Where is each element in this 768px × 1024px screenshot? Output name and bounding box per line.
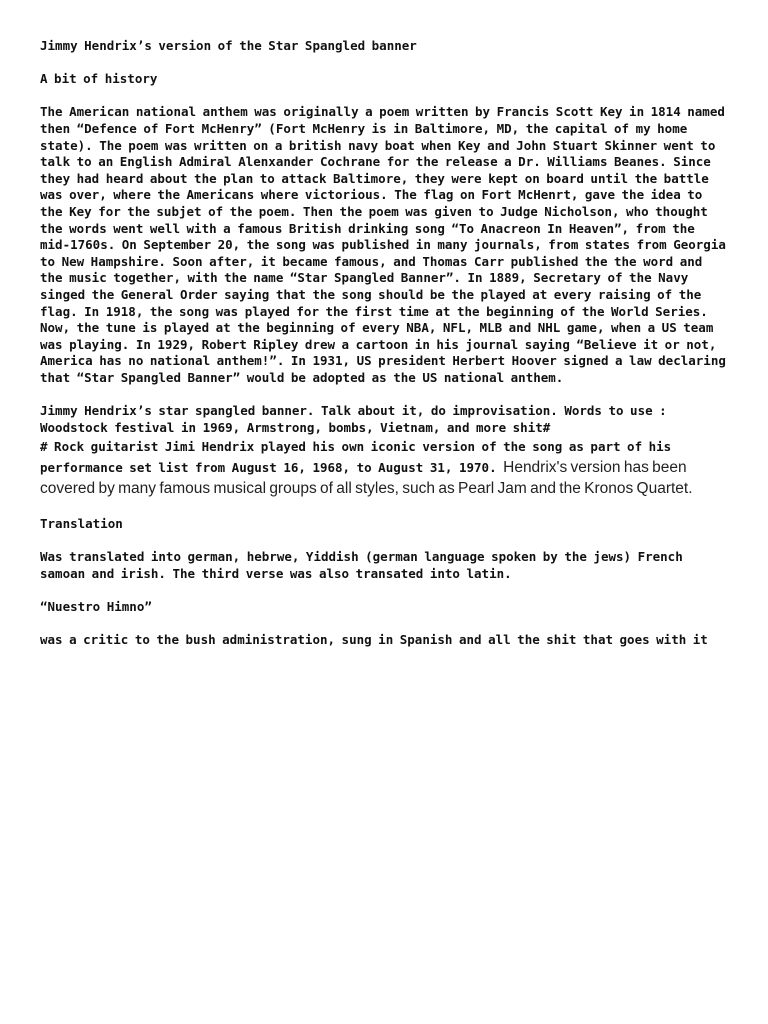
- history-heading: A bit of history: [40, 71, 158, 87]
- spacer: [40, 532, 728, 549]
- spacer: [40, 582, 728, 599]
- spacer: [40, 88, 728, 105]
- translation-heading: Translation: [40, 515, 123, 531]
- nuestro-himno-paragraph: was a critic to the bush administration, sung in Spanish and all the shit that goes with it: [40, 632, 708, 647]
- spacer: [40, 386, 728, 403]
- spacer: [40, 55, 728, 72]
- hendrix-intro-paragraph: Jimmy Hendrix’s star spangled banner. Talk about it, do improvisation. Words to use : Woodstock festival in 1969, Armstrong, bombs, Vietnam, and more shit#: [40, 403, 667, 435]
- hendrix-covers-text: Hendrix's version has been covered by many famous musical groups of all styles, such as Pearl Jam and the Kronos Quartet.: [40, 459, 693, 498]
- translation-paragraph: Was translated into german, hebrwe, Yiddish (german language spoken by the jews) French samoan and irish. The third verse was also transated into latin.: [40, 549, 683, 581]
- spacer: [40, 499, 728, 516]
- nuestro-himno-heading: “Nuestro Himno”: [40, 598, 152, 614]
- spacer: [40, 615, 728, 632]
- history-paragraph: The American national anthem was originally a poem written by Francis Scott Key in 1814 named then “Defence of Fort McHenry” (Fort McHenry is in Baltimore, MD, the capital of my home state). The poem was written on a british navy boat when Key and John Stuart Skinner went to talk to an English Admiral Alenxander Cochrane for the release a Dr. Williams Beanes. Since they had heard about the plan to attack Baltimore, they were kept on board until the battle was over, where the Americans where victorious. The flag on Fort McHenrt, gave the idea to the Key for the subjet of the poem. Then the poem was given to Judge Nicholson, who thought the words went well with a famous British drinking song “To Anacreon In Heaven”, from the mid-1760s. On September 20, the song was published in many journals, from states from Georgia to New Hampshire. Soon after, it became famous, and Thomas Carr published the the word and the music together, with the name “Star Spangled Banner”. In 1889, Secretary of the Navy singed the General Order saying that the song should be the played at every raising of the flag. In 1918, the song was played for the first time at the beginning of the World Series. Now, the tune is played at the beginning of every NBA, NFL, MLB and NHL game, when a US team was playing. In 1929, Robert Ripley drew a cartoon in his journal saying “Believe it or not, America has no national anthem!”. In 1931, US president Herbert Hoover signed a law declaring that “Star Spangled Banner” would be adopted as the US national anthem.: [40, 104, 726, 385]
- hendrix-performance-paragraph: [40, 436, 728, 499]
- hendrix-mono-text: # Rock guitarist Jimi Hendrix played his own iconic version of the song as part of his performance set list from August 16, 1968, to August 31, 1970.: [40, 439, 672, 476]
- document-title: Jimmy Hendrix’s version of the Star Spangled banner: [40, 38, 417, 53]
